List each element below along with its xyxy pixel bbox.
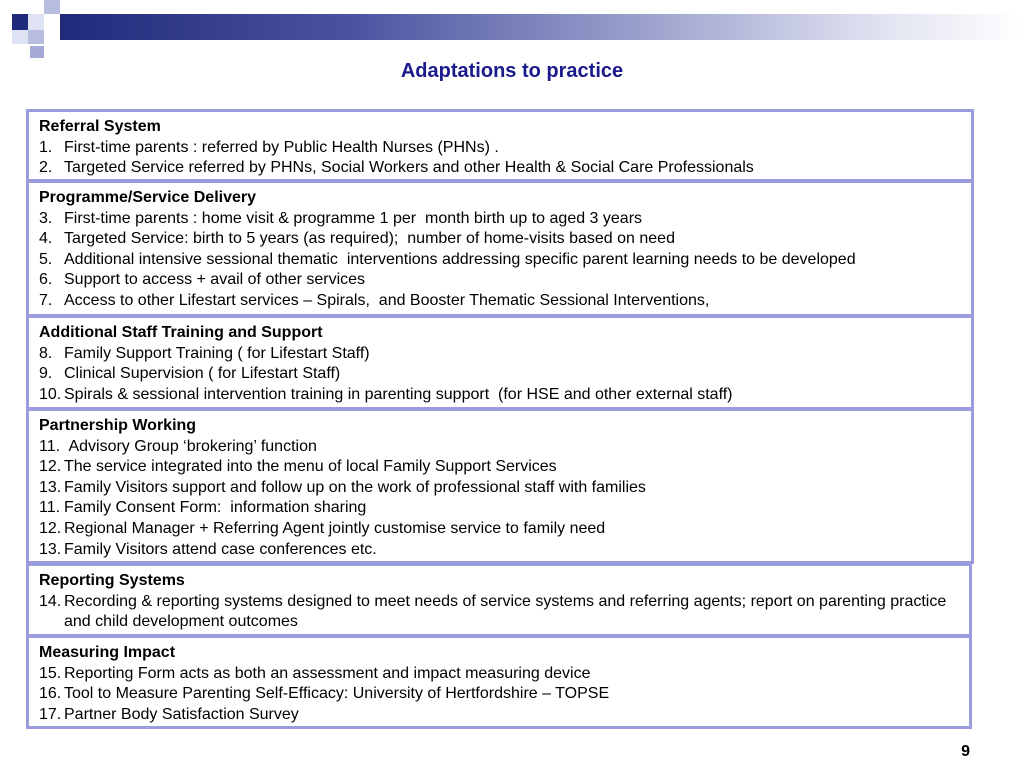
item-number: 17.	[39, 705, 62, 723]
item-text: Family Consent Form: information sharing	[64, 499, 367, 517]
list-item	[39, 478, 961, 499]
item-number: 2.	[39, 159, 53, 177]
list-item	[39, 684, 959, 705]
section-heading: Referral System	[39, 118, 161, 135]
item-number: 11.	[39, 437, 61, 455]
list-item	[39, 385, 961, 406]
section-service-delivery	[26, 180, 974, 317]
item-number: 5.	[39, 250, 53, 268]
item-text: Spirals & sessional intervention training in parenting support (for HSE and other external staff)	[64, 385, 733, 403]
list-item	[39, 592, 959, 633]
item-text: Partner Body Satisfaction Survey	[64, 705, 299, 723]
section-heading: Measuring Impact	[39, 644, 176, 661]
list-item	[39, 250, 961, 271]
list-item	[39, 158, 961, 179]
item-text: Recording & reporting systems designed to meet needs of service systems and referring agents; report on parenting practice and child development outcomes	[64, 592, 951, 631]
section-heading: Reporting Systems	[39, 572, 185, 589]
decor-square	[44, 0, 60, 14]
section-heading: Programme/Service Delivery	[39, 189, 257, 206]
item-number: 10.	[39, 385, 62, 403]
item-text: Targeted Service referred by PHNs, Social Workers and other Health & Social Care Professionals	[64, 159, 754, 177]
item-number: 8.	[39, 344, 53, 362]
list-item	[39, 705, 959, 726]
item-number: 13.	[39, 478, 62, 496]
item-text: The service integrated into the menu of local Family Support Services	[64, 458, 557, 476]
list-item	[39, 209, 961, 230]
item-text: Regional Manager + Referring Agent jointly customise service to family need	[64, 519, 606, 537]
decor-square	[30, 46, 44, 58]
item-text: Support to access + avail of other services	[64, 271, 366, 289]
item-text: Tool to Measure Parenting Self-Efficacy: University of Hertfordshire – TOPSE	[64, 685, 610, 703]
list-item	[39, 364, 961, 385]
item-number: 13.	[39, 540, 62, 558]
decor-square	[12, 14, 28, 30]
list-item	[39, 498, 961, 519]
item-number: 4.	[39, 230, 53, 248]
item-number: 15.	[39, 664, 62, 682]
item-text: Additional intensive sessional thematic interventions addressing specific parent learning needs to be developed	[64, 250, 856, 268]
item-number: 12.	[39, 458, 62, 476]
list-item	[39, 270, 961, 291]
list-item	[39, 437, 961, 458]
item-number: 1.	[39, 138, 53, 156]
list-item	[39, 291, 961, 312]
decor-square	[12, 30, 28, 44]
item-number: 6.	[39, 271, 53, 289]
item-text: Targeted Service: birth to 5 years (as required); number of home-visits based on need	[64, 230, 675, 248]
item-text: Clinical Supervision ( for Lifestart Staff)	[64, 365, 341, 383]
section-referral-system	[26, 109, 974, 182]
list-item	[39, 664, 959, 685]
item-number: 16.	[39, 685, 62, 703]
decor-square	[28, 14, 44, 30]
item-text: Family Visitors attend case conferences etc.	[64, 540, 377, 558]
section-heading: Partnership Working	[39, 417, 197, 434]
list-item	[39, 229, 961, 250]
item-text: First-time parents : home visit & programme 1 per month birth up to aged 3 years	[64, 209, 643, 227]
item-text: Family Visitors support and follow up on the work of professional staff with families	[64, 478, 646, 496]
list-item	[39, 344, 961, 365]
list-item	[39, 519, 961, 540]
item-number: 12.	[39, 519, 62, 537]
list-item	[39, 138, 961, 159]
item-number: 14.	[39, 592, 62, 610]
item-number: 9.	[39, 365, 53, 383]
section-measuring-impact	[26, 635, 972, 729]
item-number: 11.	[39, 499, 61, 517]
section-heading: Additional Staff Training and Support	[39, 324, 323, 341]
section-partnership-working	[26, 408, 974, 564]
item-number: 3.	[39, 209, 53, 227]
item-text: Advisory Group ‘brokering’ function	[64, 437, 317, 455]
page-number: 9	[961, 743, 970, 760]
item-number: 7.	[39, 291, 53, 309]
list-item	[39, 457, 961, 478]
item-text: First-time parents : referred by Public Health Nurses (PHNs) .	[64, 138, 499, 156]
section-staff-training	[26, 315, 974, 410]
slide-title: Adaptations to practice	[400, 60, 624, 82]
item-text: Access to other Lifestart services – Spirals, and Booster Thematic Sessional Interventions,	[64, 291, 710, 309]
decor-square	[28, 30, 44, 44]
section-reporting-systems	[26, 563, 972, 637]
item-text: Family Support Training ( for Lifestart Staff)	[64, 344, 370, 362]
header-banner	[60, 14, 1024, 40]
item-text: Reporting Form acts as both an assessment and impact measuring device	[64, 664, 591, 682]
list-item	[39, 540, 961, 561]
